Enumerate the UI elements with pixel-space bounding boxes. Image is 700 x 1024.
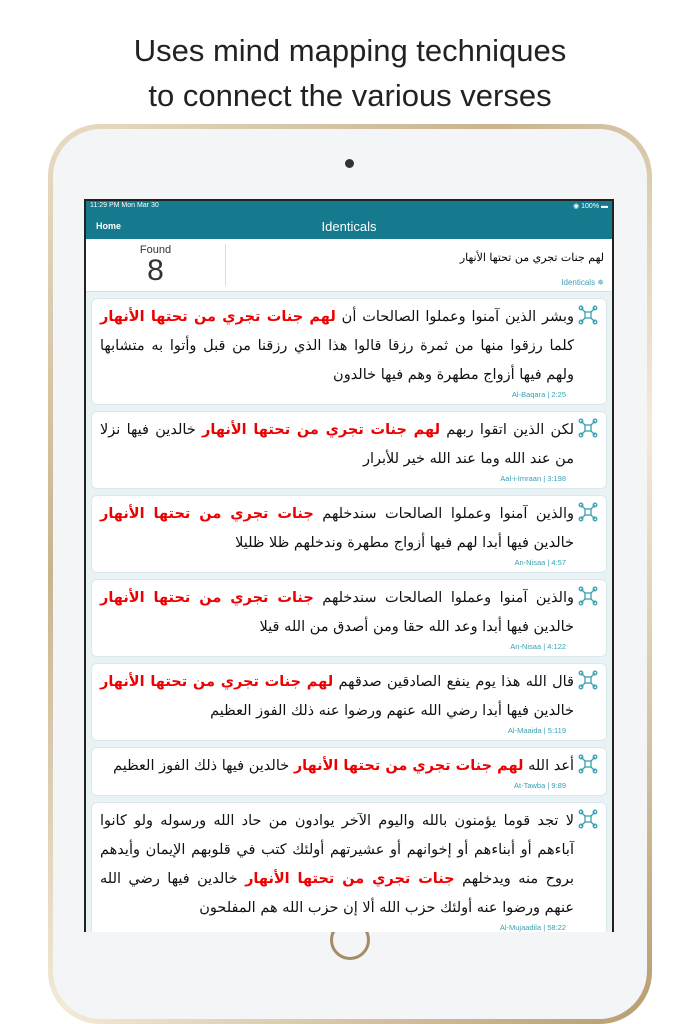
verse-pre: قال الله هذا يوم ينفع الصادقين صدقهم xyxy=(333,674,574,690)
verse-post: خالدين فيها ذلك الفوز العظيم xyxy=(113,758,294,774)
verse-post: خالدين فيها أبدا لهم فيها أزواج مطهرة وندخلهم ظلا ظليلا xyxy=(235,535,574,551)
verse-highlight: لهم جنات تجري من تحتها الأنهار xyxy=(100,309,336,325)
verse-reference[interactable]: Al-Baqara | 2:25 xyxy=(511,390,566,399)
found-count: 8 xyxy=(147,254,164,287)
app-screen xyxy=(84,199,614,932)
verse-highlight: لهم جنات تجري من تحتها الأنهار xyxy=(202,422,441,438)
verse-pre: لا تجد قوما يؤمنون بالله واليوم الآخر يوادون من حاد الله ورسوله ولو كانوا آباءهم أو أبناءهم أو إخوانهم أو عشيرتهم أولئك كتب في قلوبهم الإيمان وأيدهم بروح منه ويدخلهم xyxy=(100,813,575,887)
search-summary xyxy=(86,239,612,292)
verse-post: خالدين فيها رضي الله عنهم ورضوا عنه أولئك حزب الله ألا إن حزب الله هم المفلحون xyxy=(100,871,574,916)
headline-line-2: to connect the various verses xyxy=(148,78,552,113)
query-text: لهم جنات تجري من تحتها الأنهار xyxy=(459,251,604,264)
result-card[interactable] xyxy=(91,298,607,405)
identicals-tag[interactable]: Identicals ✵ xyxy=(561,278,604,287)
verse-highlight: جنات تجري من تحتها الأنهار xyxy=(245,871,455,887)
result-card[interactable] xyxy=(91,747,607,796)
verse-reference[interactable]: Al-Mujaadila | 58:22 xyxy=(499,923,566,932)
verse-text xyxy=(100,807,596,923)
verse-post: كلما رزقوا منها من ثمرة رزقا قالوا هذا الذي رزقنا من قبل وأتوا به متشابها ولهم فيها أزواج مطهرة وهم فيها خالدون xyxy=(100,338,574,383)
verse-text xyxy=(100,584,596,642)
result-card[interactable] xyxy=(91,663,607,741)
nav-bar xyxy=(86,213,612,239)
found-label: Found xyxy=(139,244,172,256)
found-counter xyxy=(86,244,226,286)
verse-text xyxy=(100,500,596,558)
status-battery: ◉ 100% ▬ xyxy=(573,203,608,210)
verse-text xyxy=(100,752,596,781)
results-list[interactable] xyxy=(86,292,612,932)
verse-pre: والذين آمنوا وعملوا الصالحات سندخلهم xyxy=(313,506,575,522)
mind-map-icon[interactable] xyxy=(578,670,598,690)
verse-highlight: جنات تجري من تحتها الأنهار xyxy=(100,506,314,522)
result-card[interactable] xyxy=(91,495,607,573)
mind-map-icon[interactable] xyxy=(578,586,598,606)
verse-reference[interactable]: An-Nisaa | 4:122 xyxy=(510,642,566,651)
verse-highlight: جنات تجري من تحتها الأنهار xyxy=(100,590,314,606)
page-title: Identicals xyxy=(321,218,377,234)
home-button[interactable]: Home xyxy=(96,221,122,231)
verse-post: خالدين فيها أبدا وعد الله حقا ومن أصدق من الله قيلا xyxy=(259,619,574,635)
headline-line-1: Uses mind mapping techniques xyxy=(133,33,567,68)
verse-text xyxy=(100,668,596,726)
verse-pre: وبشر الذين آمنوا وعملوا الصالحات أن xyxy=(335,309,574,325)
verse-highlight: لهم جنات تجري من تحتها الأنهار xyxy=(100,674,334,690)
verse-post: خالدين فيها نزلا من عند الله وما عند الله خير للأبرار xyxy=(100,422,574,467)
verse-pre: لكن الذين اتقوا ربهم xyxy=(440,422,574,438)
result-card[interactable] xyxy=(91,411,607,489)
camera-dot xyxy=(345,159,354,168)
status-bar xyxy=(86,201,612,213)
mind-map-icon[interactable] xyxy=(578,754,598,774)
verse-reference[interactable]: Aal-i-Imraan | 3:198 xyxy=(500,474,566,483)
status-time: 11:29 PM Mon Mar 30 xyxy=(90,202,159,209)
verse-text xyxy=(100,303,596,390)
result-card[interactable] xyxy=(91,579,607,657)
verse-pre: أعد الله xyxy=(523,758,574,774)
query-panel xyxy=(226,239,612,291)
verse-reference[interactable]: An-Nisaa | 4:57 xyxy=(514,558,566,567)
verse-reference[interactable]: At-Tawba | 9:89 xyxy=(514,781,566,790)
verse-text xyxy=(100,416,596,474)
verse-post: خالدين فيها أبدا رضي الله عنهم ورضوا عنه ذلك الفوز العظيم xyxy=(210,703,574,719)
verse-reference[interactable]: Al-Maaida | 5:119 xyxy=(507,726,566,735)
verse-pre: والذين آمنوا وعملوا الصالحات سندخلهم xyxy=(313,590,575,606)
mind-map-icon[interactable] xyxy=(578,502,598,522)
mind-map-icon[interactable] xyxy=(578,305,598,325)
verse-highlight: لهم جنات تجري من تحتها الأنهار xyxy=(293,758,524,774)
result-card[interactable] xyxy=(91,802,607,932)
mind-map-icon[interactable] xyxy=(578,809,598,829)
marketing-headline xyxy=(0,28,700,118)
mind-map-icon[interactable] xyxy=(578,418,598,438)
